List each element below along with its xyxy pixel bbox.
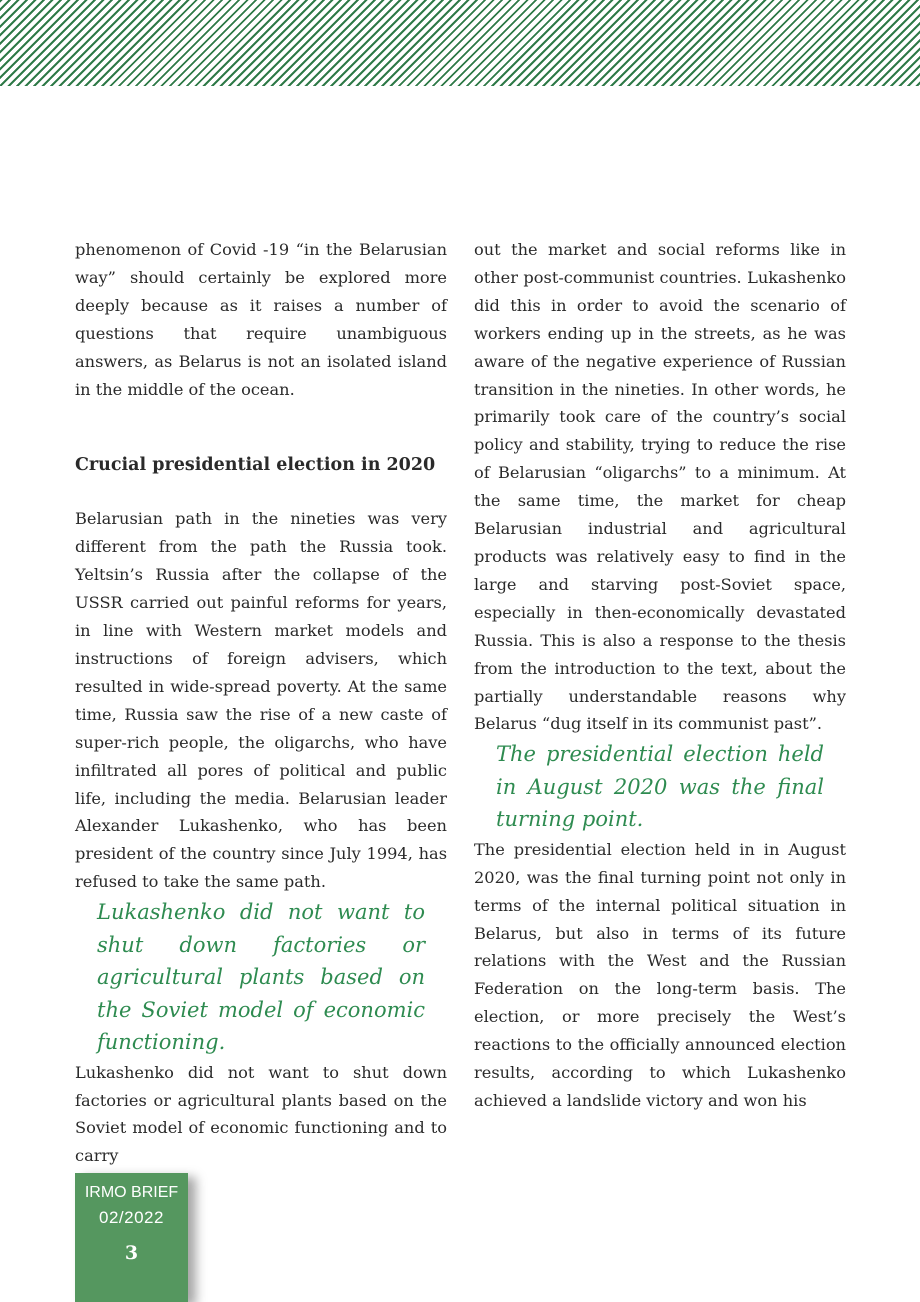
right-column (474, 236, 846, 1115)
page-number: 3 (124, 1242, 139, 1264)
left-paragraph-3: Lukashenko did not want to shut down factories or agricultural plants based on the Soviet model of economic functioning and to carry (75, 1062, 447, 1166)
right-paragraph-1: out the market and social reforms like in other post-communist countries. Lukashenko did this in order to avoid the scenario of workers ending up in the streets, as he was aware of the negative experience of Russian transition in the nineties. In other words, he primarily took care of the country’s social policy and stability, trying to reduce the rise of Belarusian “oligarchs” to a minimum. At the same time, the market for cheap Belarusian industrial and agricultural products was relatively easy to find in the large and starving post-Soviet space, especially in then-economically devastated Russia. This is also a response to the thesis from the introduction to the text, about the partially understandable reasons why Belarus “dug itself in its communist past”. (474, 240, 846, 734)
left-column (75, 236, 447, 1170)
left-paragraph-1: phenomenon of Covid -19 “in the Belarusian way” should certainly be explored more deeply because as it raises a number of questions that require unambiguous answers, as Belarus is not an isolated island in the middle of the ocean. (75, 240, 447, 399)
decorative-stripe-band (0, 0, 920, 86)
right-paragraph-2: The presidential election held in in August 2020, was the final turning point not only in terms of the internal political situation in Belarus, but also in terms of its future relations with the West and the Russian Federation on the long-term basis. The election, or more precisely the West’s reactions to the officially announced election results, according to which Lukashenko achieved a landslide victory and won his (474, 839, 846, 1110)
pull-quote-left: Lukashenko did not want to shut down factories or agricultural plants based on the Soviet model of economic functioning. (97, 900, 425, 1055)
section-heading: Crucial presidential election in 2020 (75, 455, 436, 476)
badge-title: IRMO BRIEF (84, 1184, 179, 1201)
pull-quote-right: The presidential election held in August 2020 was the final turning point. (496, 742, 824, 832)
left-paragraph-2: Belarusian path in the nineties was very different from the path the Russia took. Yeltsin’s Russia after the collapse of the USSR carried out painful reforms for years, in line with Western market models and instructions of foreign advisers, which resulted in wide-spread poverty. At the same time, Russia saw the rise of a new caste of super-rich people, the oligarchs, who have infiltrated all pores of political and public life, including the media. Belarusian leader Alexander Lukashenko, who has been president of the country since July 1994, has refused to take the same path. (75, 509, 447, 892)
badge-issue: 02/2022 (99, 1208, 164, 1227)
footer-badge (75, 1173, 188, 1302)
